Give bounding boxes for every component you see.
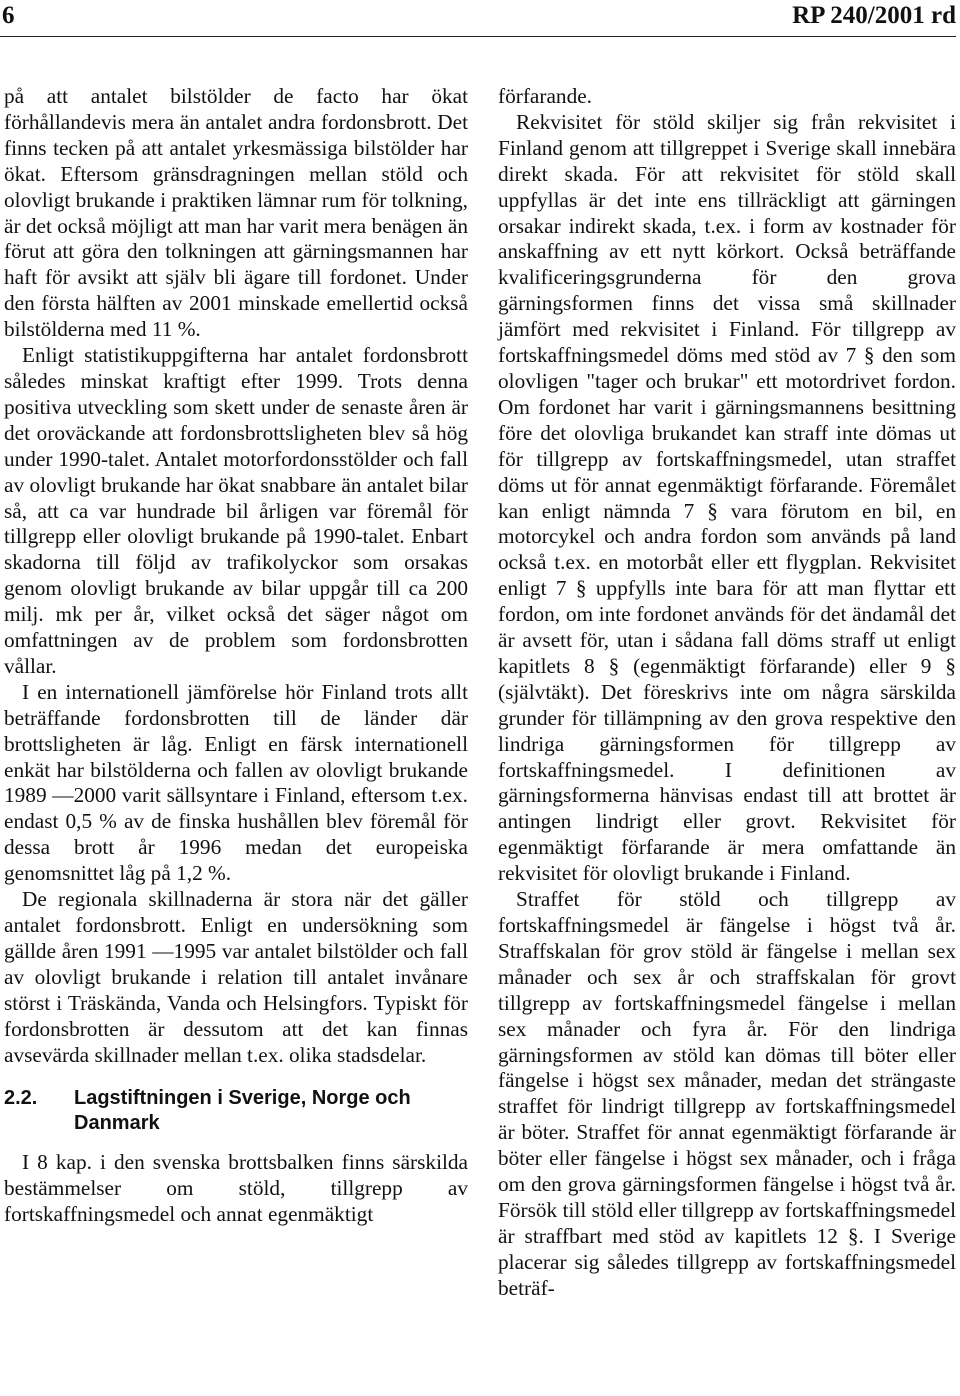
left-paragraph-5: I 8 kap. i den svenska brottsbalken finns särskilda bestämmelser om stöld, tillgrepp av fortskaffningsmedel och annat egenmäktigt (4, 1150, 468, 1227)
page-number: 6 (2, 2, 15, 29)
header-rule (0, 36, 956, 37)
left-paragraph-3: I en internationell jämförelse hör Finland trots allt beträffande fordonsbrotten till de länder där brottsligheten är låg. Enligt en färsk internationell enkät har bilstölderna och fallen av olovligt brukande 1989 —2000 varit sällsyntare i Finland, eftersom t.ex. endast 0,5 % av de finska hushållen blev föremål för dessa brott år 1996 medan det europeiska genomsnittet låg på 1,2 %. (4, 679, 468, 886)
left-paragraph-4: De regionala skillnaderna är stora när det gäller antalet fordonsbrott. Enligt en undersökning som gällde åren 1991 —1995 var antalet bilstölder och fall av olovligt brukande i relation till antalet invånare störst i Träskända, Vanda och Helsingfors. Typiskt för fordonsbrotten är dessutom att det kan finnas avsevärda skillnader mellan t.ex. olika stadsdelar. (4, 887, 468, 1067)
section-heading (4, 1086, 468, 1136)
left-paragraph-2: Enligt statistikuppgifterna har antalet fordonsbrott således minskat kraftigt efter 1999. Trots denna positiva utveckling som skett under de senaste åren är det oroväckande att fordonsbrottsligheten blev så hög under 1990-talet. Antalet motorfordonsstölder och fall av olovligt brukande har ökat snabbare än antalet bilar så, att ca var hundrade bil årligen var föremål för tillgrepp eller olovligt brukande på 1990-talet. Enbart skadorna till följd av trafikolyckor som orsakas genom olovligt brukande av bilar uppgår till ca 200 milj. mk per år, vilket också det säger något om omfattningen av de problem som fordonsbrotten vållar. (4, 343, 468, 678)
document-id: RP 240/2001 rd (792, 2, 956, 29)
left-column (4, 84, 468, 1228)
section-heading-number: 2.2. (4, 1087, 38, 1110)
page-header (2, 0, 956, 30)
right-paragraph-3: Straffet för stöld och tillgrepp av fortskaffningsmedel är fängelse i högst två år. Straffskalan för grov stöld är fängelse i mellan sex månader och sex år och straffskalan för grovt tillgrepp av fortskaffningsmedel fängelse i mellan sex månader och fyra år. För den lindriga gärningsformen av stöld kan dömas till böter eller fängelse i högst sex månader, medan det strängaste straffet för lindrigt tillgrepp av fortskaffningsmedel är böter. Straffet för annat egenmäktigt förfarande är böter eller fängelse i högst sex månader, och i fråga om den grova gärningsformen fängelse i högst två år. Försök till stöld eller tillgrepp av fortskaffningsmedel är straffbart med stöd av kapitlets 12 §. I Sverige placerar sig således tillgrepp av fortskaffningsmedel beträf- (498, 887, 956, 1300)
left-paragraph-1: på att antalet bilstölder de facto har ökat förhållandevis mera än antalet andra fordonsbrott. Det finns tecken på att antalet yrkesmässiga bilstölder har ökat. Eftersom gränsdragningen mellan stöld och olovligt brukande i praktiken lämnar rum för tolkning, är det också möjligt att man har varit mera benägen än förut att göra den tolkningen att gärningsmannen har haft för avsikt att själv bli ägare till fordonet. Under den första hälften av 2001 minskade emellertid också bilstölderna med 11 %. (4, 84, 468, 342)
right-paragraph-2: Rekvisitet för stöld skiljer sig från rekvisitet i Finland genom att tillgreppet i Sverige skall innebära direkt skada. För att rekvisitet för stöld skall uppfyllas är det inte ens tillräckligt att gärningen orsakar indirekt skada, t.ex. i form av kostnader för anskaffning av ett nytt körkort. Också beträffande kvalificeringsgrunderna för den grova gärningsformen finns det vissa små skillnader jämfört med rekvisitet i Finland. För tillgrepp av fortskaffningsmedel döms med stöd av 7 § den som olovligen "tager och brukar" ett motordrivet fordon. Om fordonet har varit i gärningsmannens besittning före det olovliga brukandet kan straff inte dömas ut för tillgrepp av fortskaffningsmedel, utan straffet döms ut för annat egenmäktigt förfarande. Föremålet kan enligt nämnda 7 § vara förutom en bil, en motorcykel och andra fordon som används på land också t.ex. en motorbåt eller ett flygplan. Rekvisitet enligt 7 § uppfylls inte bara för att man flyttar ett fordon, om inte fordonet används för det ändamål det är avsett för, utan i sådana fall döms straff ut enligt kapitlets 8 § (egenmäktigt förfarande) eller 9 § (självtäkt). Det föreskrivs inte om några särskilda grunder för tillämpning av den grova respektive den lindriga gärningsformen för tillgrepp av fortskaffningsmedel. I definitionen av gärningsformerna hänvisas endast till att brottet är antingen lindrigt eller grovt. Rekvisitet för egenmäktigt förfarande är mera omfattande än rekvisitet för olovligt brukande i Finland. (498, 109, 956, 886)
section-heading-text: Lagstiftningen i Sverige, Norge och Danmark (74, 1087, 411, 1135)
right-column (498, 84, 956, 1302)
right-paragraph-1: förfarande. (498, 84, 592, 108)
